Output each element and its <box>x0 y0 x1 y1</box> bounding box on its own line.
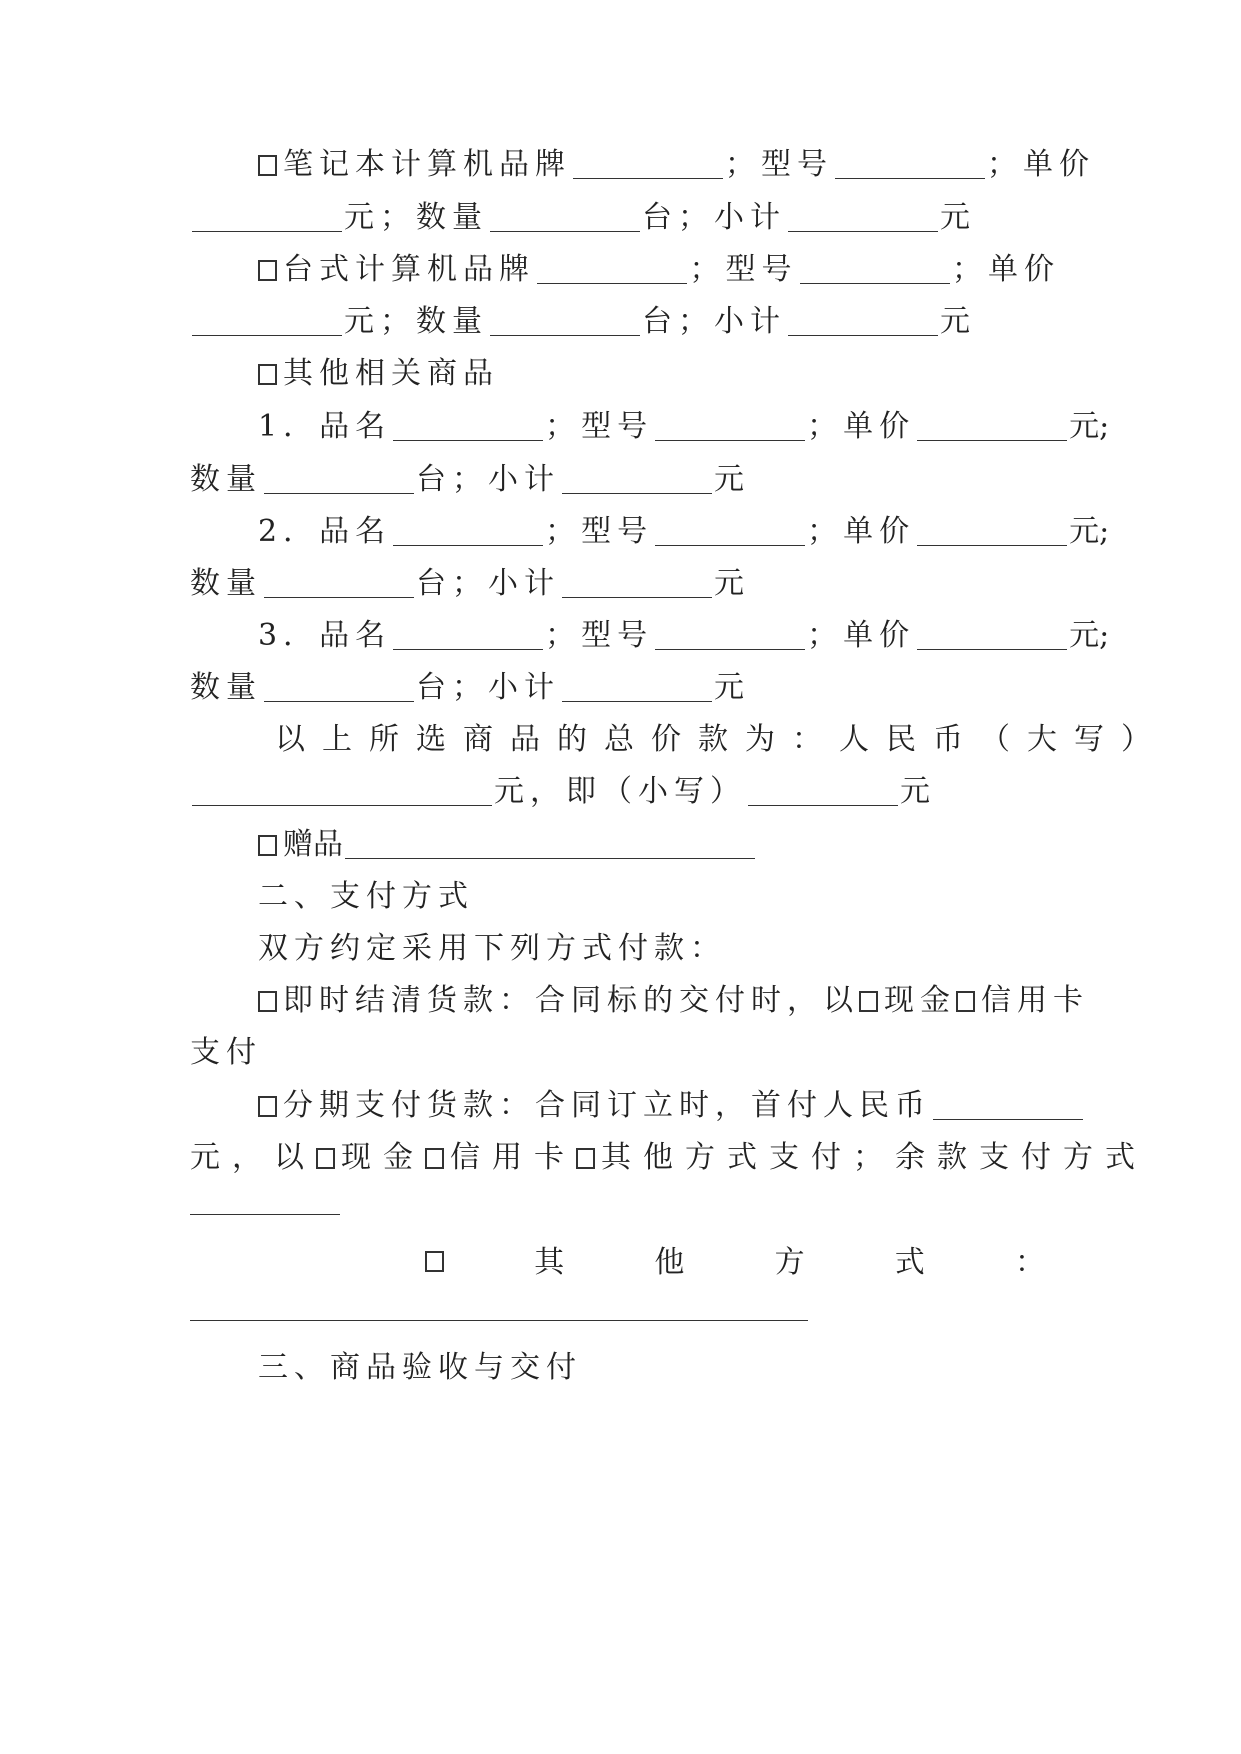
immediate-cash-checkbox[interactable] <box>859 991 878 1012</box>
desktop-brand-blank[interactable] <box>537 253 687 284</box>
other-method-c3: 方 <box>774 1245 805 1280</box>
immediate-text: 即时结清货款：合同标的交付时，以 <box>283 983 859 1018</box>
installment-amount-blank[interactable] <box>933 1089 1083 1120</box>
item-2-qty-blank[interactable] <box>264 567 414 598</box>
item-1-model-blank[interactable] <box>655 410 805 441</box>
item-2-price-blank[interactable] <box>917 515 1067 546</box>
notebook-line <box>258 143 1095 187</box>
notebook-qty-blank[interactable] <box>490 201 640 232</box>
item-2-price-label: ；单价 <box>807 514 916 549</box>
item-3-model-label: ；型号 <box>545 618 654 653</box>
item-1-subtotal-blank[interactable] <box>562 463 712 494</box>
item-3-model-blank[interactable] <box>655 619 805 650</box>
section-2-heading <box>258 875 1060 919</box>
total-line <box>275 718 1168 762</box>
item-1-yuan: 元; <box>1069 409 1110 444</box>
item-1-end: 元 <box>714 462 744 497</box>
item-3-num: 3．品名 <box>258 618 392 653</box>
notebook-line-2 <box>190 196 1060 240</box>
notebook-subtotal-blank[interactable] <box>788 201 938 232</box>
item-2-num: 2．品名 <box>258 514 392 549</box>
installment-balance-blank[interactable] <box>190 1214 340 1215</box>
gift-line <box>258 823 1060 867</box>
item-1-model-label: ；型号 <box>545 409 654 444</box>
notebook-model-label: ；型号 <box>725 147 833 182</box>
item-2-yuan: 元; <box>1069 514 1110 549</box>
item-3-line-2 <box>190 666 1060 710</box>
total-line-2 <box>190 770 1060 814</box>
item-2-qty-label: 数量 <box>190 566 262 601</box>
immediate-checkbox[interactable] <box>258 991 277 1012</box>
installment-other: 其他方式支付；余款支付方式 <box>601 1140 1147 1175</box>
agree-line <box>258 927 1060 971</box>
item-2-model-blank[interactable] <box>655 515 805 546</box>
item-1-qty-label: 数量 <box>190 462 262 497</box>
section-3-title: 三、商品验收与交付 <box>258 1350 582 1385</box>
item-2-end: 元 <box>714 566 744 601</box>
item-2-line-2 <box>190 562 1060 606</box>
item-3-yuan: 元; <box>1069 618 1110 653</box>
desktop-model-blank[interactable] <box>800 253 950 284</box>
total-uppercase-blank[interactable] <box>192 775 492 806</box>
desktop-unit-yuan: 元；数量 <box>344 304 488 339</box>
notebook-price-label: ；单价 <box>987 147 1095 182</box>
desktop-price-blank[interactable] <box>192 305 342 336</box>
installment-line-2 <box>190 1136 1147 1180</box>
item-1-name-blank[interactable] <box>393 410 543 441</box>
other-method-c2: 他 <box>654 1245 685 1280</box>
item-1-num: 1．品名 <box>258 409 392 444</box>
item-3-price-blank[interactable] <box>917 619 1067 650</box>
desktop-price-label: ；单价 <box>952 252 1060 287</box>
installment-cash-checkbox[interactable] <box>316 1148 335 1169</box>
installment-card: 信用卡 <box>450 1140 576 1175</box>
gift-label: 赠品 <box>283 827 343 862</box>
immediate-line-2 <box>190 1031 1060 1075</box>
gift-checkbox[interactable] <box>258 835 277 856</box>
item-1-qty-blank[interactable] <box>264 463 414 494</box>
item-3-price-label: ；单价 <box>807 618 916 653</box>
installment-text: 分期支付货款：合同订立时，首付人民币 <box>283 1088 931 1123</box>
section-3-heading <box>258 1346 1060 1390</box>
item-1-price-label: ；单价 <box>807 409 916 444</box>
item-3-qty-label: 数量 <box>190 670 262 705</box>
item-2-line <box>258 510 1110 554</box>
desktop-unit-tai: 台；小计 <box>642 304 786 339</box>
gift-blank[interactable] <box>345 828 755 859</box>
item-3-subtotal-blank[interactable] <box>562 671 712 702</box>
immediate-card: 信用卡 <box>981 983 1089 1018</box>
item-2-subtotal-blank[interactable] <box>562 567 712 598</box>
immediate-line <box>258 979 1089 1023</box>
installment-yuan: 元，以 <box>190 1140 316 1175</box>
installment-cash: 现金 <box>341 1140 425 1175</box>
desktop-line <box>258 248 1060 292</box>
immediate-card-checkbox[interactable] <box>956 991 975 1012</box>
notebook-model-blank[interactable] <box>835 148 985 179</box>
desktop-checkbox[interactable] <box>258 260 277 281</box>
item-3-end: 元 <box>714 670 744 705</box>
other-goods-line <box>258 352 1060 396</box>
item-2-model-label: ；型号 <box>545 514 654 549</box>
other-goods-label: 其他相关商品 <box>283 356 499 391</box>
immediate-cash: 现金 <box>884 983 956 1018</box>
notebook-unit-tai: 台；小计 <box>642 200 786 235</box>
notebook-price-blank[interactable] <box>192 201 342 232</box>
installment-card-checkbox[interactable] <box>425 1148 444 1169</box>
item-1-line <box>258 405 1110 449</box>
item-3-tai: 台；小计 <box>416 670 560 705</box>
desktop-subtotal-blank[interactable] <box>788 305 938 336</box>
item-1-tai: 台；小计 <box>416 462 560 497</box>
immediate-pay: 支付 <box>190 1035 262 1070</box>
installment-line <box>258 1084 1060 1128</box>
desktop-model-label: ；型号 <box>689 252 798 287</box>
desktop-qty-blank[interactable] <box>490 305 640 336</box>
installment-checkbox[interactable] <box>258 1096 277 1117</box>
desktop-line-2 <box>190 300 1060 344</box>
installment-other-checkbox[interactable] <box>576 1148 595 1169</box>
notebook-end-yuan: 元 <box>940 200 970 235</box>
item-2-name-blank[interactable] <box>393 515 543 546</box>
notebook-brand-label: 笔记本计算机品牌 <box>283 147 571 182</box>
other-method-line <box>425 1241 1045 1285</box>
other-method-colon: ： <box>1014 1245 1045 1280</box>
item-1-price-blank[interactable] <box>917 410 1067 441</box>
desktop-brand-label: 台式计算机品牌 <box>283 252 535 287</box>
item-3-line <box>258 614 1110 658</box>
other-method-c4: 式 <box>894 1245 925 1280</box>
total-end: 元 <box>900 774 930 809</box>
agree-text: 双方约定采用下列方式付款： <box>258 931 726 966</box>
total-label: 以上所选商品的总价款为：人民币（大写） <box>275 722 1168 757</box>
item-1-line-2 <box>190 458 1060 502</box>
total-lowercase-blank[interactable] <box>748 775 898 806</box>
other-method-checkbox[interactable] <box>425 1251 444 1272</box>
desktop-end-yuan: 元 <box>940 304 970 339</box>
notebook-brand-blank[interactable] <box>573 148 723 179</box>
item-3-name-blank[interactable] <box>393 619 543 650</box>
other-goods-checkbox[interactable] <box>258 364 277 385</box>
total-yuan-ji: 元，即（小写） <box>494 774 746 809</box>
item-2-tai: 台；小计 <box>416 566 560 601</box>
other-method-c1: 其 <box>534 1245 565 1280</box>
item-3-qty-blank[interactable] <box>264 671 414 702</box>
notebook-unit-yuan: 元；数量 <box>344 200 488 235</box>
section-2-title: 二、支付方式 <box>258 879 474 914</box>
other-method-blank[interactable] <box>190 1320 808 1321</box>
notebook-checkbox[interactable] <box>258 155 277 176</box>
